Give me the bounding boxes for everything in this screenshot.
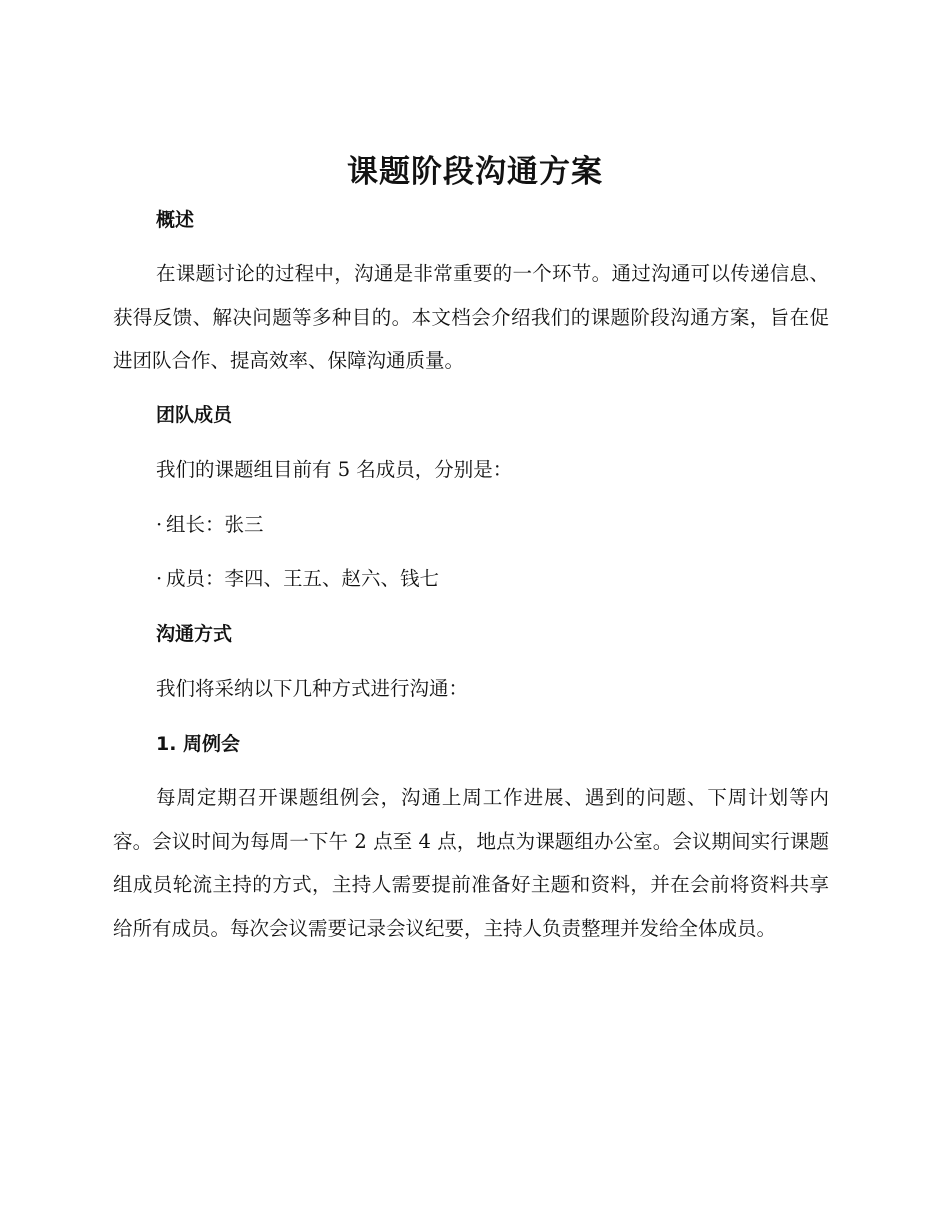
team-intro: 我们的课题组目前有 5 名成员，分别是： <box>156 458 513 481</box>
bullet-icon: · <box>156 567 163 590</box>
bullet-icon: · <box>156 513 163 536</box>
subheading-weekly-meeting: 1. 周例会 <box>156 733 241 755</box>
list-item <box>156 511 264 539</box>
weekly-meeting-paragraph: 每周定期召开课题组例会，沟通上周工作进展、遇到的问题、下周计划等内容。会议时间为每周一下午 2 点至 4 点，地点为课题组办公室。会议期间实行课题组成员轮流主持的方式，主持人需要提前准备好主题和资料，并在会前将资料共享给所有成员。每次会议需要记录会议纪要，主持人负责整理并发给全体成员。 <box>113 786 829 940</box>
overview-paragraph: 在课题讨论的过程中，沟通是非常重要的一个环节。通过沟通可以传递信息、获得反馈、解决问题等多种目的。本文档会介绍我们的课题阶段沟通方案，旨在促进团队合作、提高效率、保障沟通质量。 <box>113 262 829 372</box>
section-heading-team: 团队成员 <box>156 404 233 426</box>
bullet-text: 成员：李四、王五、赵六、钱七 <box>166 567 440 590</box>
document-title: 课题阶段沟通方案 <box>347 154 603 190</box>
methods-intro: 我们将采纳以下几种方式进行沟通： <box>156 677 469 700</box>
section-heading-methods: 沟通方式 <box>156 623 233 645</box>
section-heading-overview: 概述 <box>156 209 195 231</box>
bullet-text: 组长：张三 <box>166 513 264 536</box>
list-item <box>156 565 439 593</box>
